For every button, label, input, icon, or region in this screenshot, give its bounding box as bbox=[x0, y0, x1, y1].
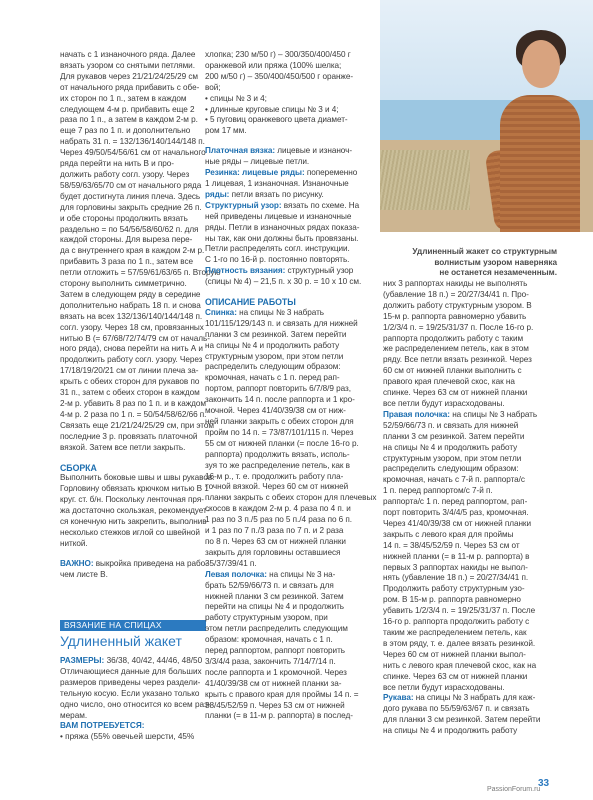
text-run: ряду. Все петли вязать резинкой. Через bbox=[383, 355, 532, 365]
caption-line: не останется незамеченным. bbox=[439, 268, 557, 277]
text-line: размеров приведены через раздели- bbox=[60, 677, 201, 687]
text-line: набрать 31 п. = 132/136/140/144/148 п. bbox=[60, 137, 205, 147]
text-run: спинке. Через 63 см от нижней планки bbox=[383, 388, 528, 398]
text-run: 14 п. = 38/45/52/59 п. Через 53 см от bbox=[383, 540, 520, 550]
text-line: сторону выполнить симметрично. bbox=[60, 279, 187, 289]
text-line bbox=[205, 581, 375, 592]
text-line bbox=[205, 515, 375, 526]
text-line: каждой стороны. Для выреза пере- bbox=[60, 235, 193, 245]
materials-label: ВАМ ПОТРЕБУЕТСЯ: bbox=[60, 721, 145, 731]
text-line bbox=[383, 475, 553, 486]
text-line bbox=[383, 650, 553, 661]
text-line bbox=[205, 223, 375, 234]
text-line: ниткой. bbox=[60, 538, 88, 548]
text-line bbox=[205, 201, 375, 212]
text-line bbox=[383, 454, 553, 465]
spacer bbox=[205, 137, 375, 146]
text-line bbox=[383, 584, 553, 595]
text-line bbox=[383, 704, 553, 715]
text-line bbox=[383, 726, 553, 737]
term-label: ряды: bbox=[205, 189, 230, 199]
text-line: оранжевой или пряжа (100% шелка; bbox=[205, 60, 342, 70]
text-run: ряды. Петли в изнаночных рядах показа- bbox=[205, 222, 360, 232]
text-run: убавить 1/2/3/4 п. = 19/25/31/37 п. После bbox=[383, 606, 536, 616]
text-line: раздельно = по 54/56/58/60/62 п. для bbox=[60, 224, 199, 234]
text-line bbox=[205, 373, 375, 384]
text-run: (спицы № 4) – 21,5 п. x 30 р. = 10 x 10 см. bbox=[205, 277, 362, 287]
text-line bbox=[205, 179, 375, 190]
text-line: одно число, оно относится ко всем раз- bbox=[60, 699, 211, 709]
text-run: перед раппортом, раппорт повторить bbox=[205, 646, 345, 656]
text-run: 16-м р., т. е. продолжить работу пла- bbox=[205, 471, 344, 481]
text-line bbox=[205, 450, 375, 461]
text-line bbox=[383, 301, 553, 312]
section-title: Удлиненный жакет bbox=[60, 633, 182, 649]
bullet-item: • спицы № 3 и 4; bbox=[205, 94, 375, 105]
text-line bbox=[205, 352, 375, 363]
work-heading: ОПИСАНИЕ РАБОТЫ bbox=[205, 297, 296, 308]
text-run: брать 52/59/66/73 п. и связать для bbox=[205, 580, 334, 590]
text-run: 60 см от нижней планки выполнить с bbox=[383, 366, 522, 376]
text-line bbox=[205, 330, 375, 341]
text-line: последние 3 р. провязать платочной bbox=[60, 431, 198, 441]
text-line: 4-м р. 2 раза по 1 п. = 50/54/58/62/66 п. bbox=[60, 409, 207, 419]
text-line bbox=[205, 493, 375, 504]
text-line bbox=[383, 606, 553, 617]
text-run: на спицы № 4 и продолжить работу bbox=[205, 340, 340, 350]
text-line bbox=[205, 570, 375, 581]
text-run: петли вязать по рисунку. bbox=[229, 189, 324, 199]
text-line bbox=[383, 443, 553, 454]
text-run: нижней планки 3 см резинкой. Затем bbox=[205, 591, 344, 601]
text-line bbox=[383, 563, 553, 574]
text-line bbox=[383, 312, 553, 323]
text-run: перейти на спицы № 4 и продолжить bbox=[205, 602, 345, 612]
text-line: их сторон по 1 п., затем в каждом bbox=[60, 93, 187, 103]
text-line: крыть с обеих сторон для рукавов по bbox=[60, 377, 200, 387]
text-run: все петли будут израсходованы. bbox=[383, 682, 505, 692]
text-line: дополнительно набрать 18 п. и снова bbox=[60, 300, 201, 310]
text-run: ром. В 15-м р. раппорта равномерно bbox=[383, 595, 521, 605]
text-run: структурным узором, при этом петли bbox=[383, 453, 522, 463]
text-run: порт повторить 3/4/4/5 раз, кромочная. bbox=[383, 508, 529, 518]
text-line: Связать еще 21/21/24/25/29 см, при этом bbox=[60, 420, 214, 430]
text-run: ней планки закрыть с обеих сторон для bbox=[205, 417, 354, 426]
text-run: ны так, как они должны быть провязаны. bbox=[205, 233, 359, 243]
text-run: закончить 14 п. после раппорта и 1 кро- bbox=[205, 395, 355, 405]
text-run: 101/115/129/143 п. и связать для нижней bbox=[205, 318, 358, 328]
text-run: точной вязкой. Через 60 см от нижней bbox=[205, 482, 349, 492]
text-line bbox=[205, 439, 375, 450]
intro-block bbox=[60, 656, 211, 743]
text-run: Через 41/40/39/38 см от нижней планки bbox=[383, 518, 531, 528]
text-line: Затем в следующем ряду в середине bbox=[60, 289, 201, 299]
text-line: Через 49/50/54/56/61 см от начального bbox=[60, 148, 206, 158]
text-line: мерам. bbox=[60, 710, 88, 720]
text-line bbox=[383, 552, 553, 563]
text-line bbox=[383, 279, 553, 290]
text-run: на спицы № 4 и продолжить работу bbox=[383, 726, 518, 736]
page-number: 33 bbox=[538, 778, 550, 789]
text-line: следующем 4-м р. прибавить еще 2 bbox=[60, 104, 195, 114]
text-run: нижней планки (= в 11-м р. раппорта) в bbox=[383, 551, 530, 561]
text-run: них 3 раппортах накиды не выполнять bbox=[383, 279, 528, 288]
text-line bbox=[383, 334, 553, 345]
text-run: планки закрыть с обеих сторон для плечевых bbox=[205, 493, 377, 503]
text-run: попеременно bbox=[304, 168, 358, 178]
column-2 bbox=[205, 50, 375, 722]
text-line bbox=[205, 212, 375, 223]
text-run: работу структурным узором, при bbox=[205, 613, 328, 623]
text-line: петли отложить = 57/59/61/63/65 п. Вторую bbox=[60, 268, 221, 278]
text-run: по 8 п. Через 63 см от нижней планки bbox=[205, 536, 346, 546]
text-line bbox=[383, 497, 553, 508]
text-run: 1/2/3/4 п. = 19/25/31/37 п. После 16-го р. bbox=[383, 322, 534, 332]
text-line: нитью В (= 67/68/72/74/79 см от началь- bbox=[60, 333, 210, 343]
text-run: нить с левого края плечевой скос, как на bbox=[383, 660, 537, 670]
text-line bbox=[205, 668, 375, 679]
text-run: 41/40/39/38 см от нижней планки за- bbox=[205, 678, 342, 688]
text-run: после раппорта и 1 кромочной. Через bbox=[205, 667, 347, 677]
text-line: будет достигнута линия плеча. Здесь bbox=[60, 191, 201, 201]
text-run: этом петли распределить следующим bbox=[205, 624, 348, 634]
text-run: 1 лицевая, 1 изнаночная. Изнаночные bbox=[205, 178, 349, 188]
text-run: (убавление 18 п.) = 20/27/34/41 п. Про- bbox=[383, 289, 529, 299]
term-label: ВАЖНО: bbox=[60, 558, 94, 568]
text-run: планки 3 см резинкой. Затем перейти bbox=[205, 329, 347, 339]
text-line bbox=[205, 234, 375, 245]
text-line bbox=[205, 472, 375, 483]
text-line: для горловины закрыть средние 26 п. bbox=[60, 202, 202, 212]
text-run: раппорта/с 1 п. перед раппортом, рап- bbox=[383, 497, 528, 507]
text-run: мочной. Через 41/40/39/38 см от ниж- bbox=[205, 406, 346, 416]
text-line bbox=[205, 526, 375, 537]
text-line bbox=[205, 168, 375, 179]
text-line: и обе стороны продолжить вязать bbox=[60, 213, 188, 223]
text-line bbox=[205, 711, 375, 722]
text-line bbox=[205, 679, 375, 690]
text-line bbox=[205, 657, 375, 668]
text-run: лицевые и изнаноч- bbox=[275, 146, 353, 156]
text-line bbox=[383, 693, 553, 704]
bullet-item: • 5 пуговиц оранжевого цвета диамет- bbox=[205, 115, 375, 126]
text-run: портом, раппорт повторить 6/7/8/9 раз, bbox=[205, 384, 351, 394]
text-run: нять (убавление 18 п.) = 20/27/34/41 п. bbox=[383, 573, 529, 583]
text-run: должить работу структурным узором. В bbox=[383, 300, 532, 310]
text-run: 38/45/52/59 п. Через 53 см от нижней bbox=[205, 700, 345, 710]
text-line: жа достаточно скользкая, рекомендует- bbox=[60, 506, 210, 516]
term-label: Плотность вязания: bbox=[205, 266, 286, 276]
text-line bbox=[383, 486, 553, 497]
materials-first: • пряжа (55% овечьей шерсти, 45% bbox=[60, 732, 202, 743]
text-line: прибавить 3 раза по 1 п., затем все bbox=[60, 257, 193, 267]
text-line: 58/59/63/65/70 см от начального ряда bbox=[60, 180, 202, 190]
text-line bbox=[205, 417, 375, 428]
text-run: раппорта продолжить работу с таким bbox=[383, 333, 524, 343]
text-line bbox=[205, 537, 375, 548]
text-line bbox=[205, 559, 375, 570]
text-run: структурный узор bbox=[285, 266, 354, 276]
text-line: хлопка; 230 м/50 г) – 300/350/400/450 г bbox=[205, 50, 351, 59]
text-line: вязать на всех 132/136/140/144/148 п. bbox=[60, 311, 203, 321]
text-line bbox=[383, 661, 553, 672]
sizes-value: 36/38, 40/42, 44/46, 48/50 bbox=[106, 656, 203, 665]
text-run: спинке. Через 63 см от нижней планки bbox=[383, 671, 528, 681]
sizes-label: РАЗМЕРЫ: bbox=[60, 656, 105, 665]
text-line: Для рукавов через 21/21/24/25/29 см bbox=[60, 71, 198, 81]
knitted-jacket-photo bbox=[380, 0, 593, 232]
text-line bbox=[205, 646, 375, 657]
text-line bbox=[383, 628, 553, 639]
text-line bbox=[205, 341, 375, 352]
text-run: Петли распределять согл. инструкции. bbox=[205, 244, 350, 254]
text-run: распределить следующим образом: bbox=[383, 464, 519, 474]
text-line bbox=[205, 624, 375, 635]
text-run: раппорта) продолжить вязать, исполь- bbox=[205, 449, 350, 459]
text-line: согл. узору. Через 18 см, провязанных bbox=[60, 322, 204, 332]
text-line bbox=[205, 244, 375, 255]
text-run: 15-м р. раппорта равномерно убавить bbox=[383, 311, 527, 321]
text-line bbox=[383, 573, 553, 584]
term-label: Правая полочка: bbox=[383, 409, 450, 419]
text-line bbox=[205, 701, 375, 712]
text-line: вой; bbox=[205, 82, 221, 92]
text-run: выкройка приведена на рабо- bbox=[93, 558, 208, 568]
text-run: 52/59/66/73 п. и связать для нижней bbox=[383, 420, 519, 430]
text-line: Горловину обвязать крючком нитью В 1 bbox=[60, 484, 209, 494]
photo-jacket bbox=[500, 95, 580, 232]
text-run: зуя то же распределение петель, как в bbox=[205, 460, 350, 470]
text-line bbox=[383, 715, 553, 726]
caption-line: волнистым узором наверняка bbox=[434, 257, 557, 267]
text-run: Через 60 см от нижней планки выпол- bbox=[383, 649, 526, 659]
text-line bbox=[383, 617, 553, 628]
text-line: круг. ст. б/н. Поскольку ленточная пря- bbox=[60, 495, 204, 505]
text-line bbox=[383, 323, 553, 334]
text-line bbox=[205, 406, 375, 417]
text-line bbox=[205, 362, 375, 373]
text-line bbox=[205, 548, 375, 559]
term-label: Структурный узор: bbox=[205, 200, 282, 210]
spacer bbox=[60, 550, 202, 559]
text-run: на спицы № 4 и продолжить работу bbox=[383, 442, 518, 452]
text-line bbox=[205, 690, 375, 701]
text-run: первых 3 раппортах накиды не выпол- bbox=[383, 562, 528, 572]
text-line bbox=[205, 190, 375, 201]
photo-caption bbox=[379, 247, 557, 279]
text-line: 2-м р. убавить 8 раз по 1 п. и в каждом bbox=[60, 399, 206, 408]
text-line bbox=[205, 395, 375, 406]
text-run: на спицы № 3 набрать bbox=[236, 307, 324, 317]
term-label: Левая полочка: bbox=[205, 569, 267, 579]
text-run: 55 см от нижней планки (= после 16-го р. bbox=[205, 438, 359, 448]
text-run: для планки 3 см резинкой. Затем перейти bbox=[383, 715, 541, 725]
text-line: ного ряда), снова перейти на нить А и bbox=[60, 344, 203, 354]
text-run: кромочная, начать с 7-й п. раппорта/с bbox=[383, 475, 525, 485]
text-run: крыть с правого края для проймы 14 п. = bbox=[205, 689, 359, 699]
term-label: Спинка: bbox=[205, 307, 237, 317]
text-run: кромочная, начать с 1 п. перед рап- bbox=[205, 373, 340, 383]
text-run: 3/3/4/4 раза, закончить 7/14/7/14 п. bbox=[205, 656, 336, 666]
photo-face bbox=[522, 40, 560, 88]
text-line bbox=[205, 266, 375, 277]
section-banner: ВЯЗАНИЕ НА СПИЦАХ bbox=[60, 620, 206, 631]
text-run: пройм по 14 п. = 73/87/101/115 п. Через bbox=[205, 427, 354, 437]
intro-text bbox=[60, 666, 211, 722]
text-line: 31 п., затем с обеих сторон в каждом bbox=[60, 388, 200, 398]
text-line bbox=[205, 277, 375, 288]
watermark: PassionForum.ru bbox=[487, 786, 541, 793]
text-line bbox=[205, 308, 375, 319]
text-line bbox=[383, 508, 553, 519]
text-line bbox=[383, 595, 553, 606]
text-run: и 1 раз по 7 п./3 раза по 7 п. и 2 раза bbox=[205, 526, 344, 536]
assembly-heading: СБОРКА bbox=[60, 462, 97, 473]
term-label: Рукава: bbox=[383, 693, 414, 703]
text-line bbox=[383, 355, 553, 366]
text-line: 17/18/19/20/21 см от линии плеча за- bbox=[60, 366, 199, 376]
text-line: вязать узором со снятыми петлями. bbox=[60, 60, 195, 70]
text-line bbox=[383, 410, 553, 421]
text-line bbox=[383, 344, 553, 355]
text-line: Выполнить боковые швы и швы рукавов. bbox=[60, 473, 215, 483]
text-run: планки 3 см резинкой. Затем перейти bbox=[383, 431, 525, 441]
text-run: планки (= в 11-м р. раппорта) в послед- bbox=[205, 711, 353, 721]
text-line bbox=[383, 639, 553, 650]
text-run: 1 раз по 3 п./5 раз по 5 п./4 раза по 6 п. bbox=[205, 515, 353, 525]
text-line bbox=[383, 672, 553, 683]
text-line bbox=[383, 530, 553, 541]
text-run: Продолжить работу структурным узо- bbox=[383, 584, 525, 594]
text-run: распределить следующим образом: bbox=[205, 362, 341, 372]
text-line: ся конечную нить закрепить, выполнив bbox=[60, 517, 207, 527]
text-line: да с внутреннего края в каждом 2-м р. bbox=[60, 246, 205, 256]
text-run: 35/37/39/41 п. bbox=[205, 558, 257, 568]
text-line bbox=[383, 366, 553, 377]
text-line: начать с 1 изнаночного ряда. Далее bbox=[60, 50, 196, 59]
text-run: на спицы № 3 на- bbox=[266, 569, 336, 579]
text-run: же распределением петель, как в этом bbox=[383, 344, 529, 354]
text-line bbox=[383, 290, 553, 301]
text-line: раза по 1 п., а затем в каждом 2-м р. bbox=[60, 115, 198, 125]
text-run: ные ряды – лицевые петли. bbox=[205, 157, 310, 167]
text-run: С 1-го по 16-й р. постоянно повторять. bbox=[205, 255, 350, 265]
text-line: Отличающиеся данные для больших bbox=[60, 666, 202, 676]
text-line bbox=[383, 421, 553, 432]
text-line: от начального ряда прибавить с обе- bbox=[60, 82, 200, 92]
text-line bbox=[205, 384, 375, 395]
text-run: все петли будут израсходованы. bbox=[383, 398, 505, 408]
text-run: структурным узором, при этом петли bbox=[205, 351, 344, 361]
text-line bbox=[205, 504, 375, 515]
text-run: 16-го р. раппорта продолжить работу с bbox=[383, 617, 530, 627]
text-line bbox=[205, 255, 375, 266]
text-line: ром 17 мм. bbox=[205, 126, 247, 136]
text-run: 1 п. перед раппортом/с 7-й п. bbox=[383, 486, 493, 496]
text-run: ней приведены лицевые и изнаночные bbox=[205, 211, 352, 221]
bullet-item: • длинные круговые спицы № 3 и 4; bbox=[205, 105, 375, 116]
term-label: Платочная вязка: bbox=[205, 146, 275, 156]
text-run: вязать по схеме. На bbox=[281, 200, 360, 210]
text-line bbox=[205, 146, 375, 157]
column-3 bbox=[383, 279, 553, 737]
text-line bbox=[205, 602, 375, 613]
text-line: должить работу согл. узору. Через bbox=[60, 169, 190, 179]
text-line bbox=[205, 482, 375, 493]
text-line: вязкой. Затем все петли закрыть. bbox=[60, 442, 186, 452]
text-line: тельную косую. Если указано только bbox=[60, 688, 200, 698]
text-line: продолжить работу согл. узору. Через bbox=[60, 355, 203, 365]
photo-grass bbox=[380, 150, 470, 210]
text-line bbox=[383, 388, 553, 399]
text-line bbox=[383, 464, 553, 475]
text-line: чем листе В. bbox=[60, 569, 108, 579]
text-line: еще 7 раз по 1 п. и дополнительно bbox=[60, 126, 191, 136]
text-run: скосов в каждом 2-м р. 4 раза по 4 п. и bbox=[205, 504, 351, 514]
text-line bbox=[205, 635, 375, 646]
text-line bbox=[383, 377, 553, 388]
text-line: ряда перейти на нить В и про- bbox=[60, 159, 174, 169]
text-run: правого края плечевой скос, как на bbox=[383, 377, 515, 387]
text-line bbox=[383, 541, 553, 552]
text-run: дого рукава по 55/59/63/67 п. и связать bbox=[383, 704, 530, 714]
text-line bbox=[205, 157, 375, 168]
text-run: на спицы № 3 набрать для каж- bbox=[413, 693, 536, 703]
text-line bbox=[383, 683, 553, 694]
important-note bbox=[60, 558, 208, 570]
text-run: закрыть для горловины оставшиеся bbox=[205, 547, 341, 557]
text-run: образом: кромочная, начать с 1 п. bbox=[205, 635, 333, 645]
term-label: Резинка: лицевые ряды: bbox=[205, 168, 305, 178]
text-line bbox=[205, 461, 375, 472]
text-line bbox=[383, 519, 553, 530]
text-line bbox=[205, 592, 375, 603]
text-run: таким же распределением петель, как bbox=[383, 628, 527, 637]
text-line bbox=[383, 399, 553, 410]
text-run: в этом ряду, т. е. далее вязать резинкой. bbox=[383, 638, 536, 648]
caption-line: Удлиненный жакет со структурным bbox=[412, 247, 557, 256]
text-line: 200 м/50 г) – 350/400/450/500 г оранже- bbox=[205, 71, 354, 81]
text-line bbox=[383, 432, 553, 443]
text-line: несколько стежков иглой со швейной bbox=[60, 527, 200, 537]
text-line bbox=[205, 428, 375, 439]
text-run: закрыть с левого края для проймы bbox=[383, 529, 514, 539]
text-line bbox=[205, 319, 375, 330]
text-line bbox=[205, 613, 375, 624]
text-run: на спицы № 3 набрать bbox=[449, 409, 538, 419]
